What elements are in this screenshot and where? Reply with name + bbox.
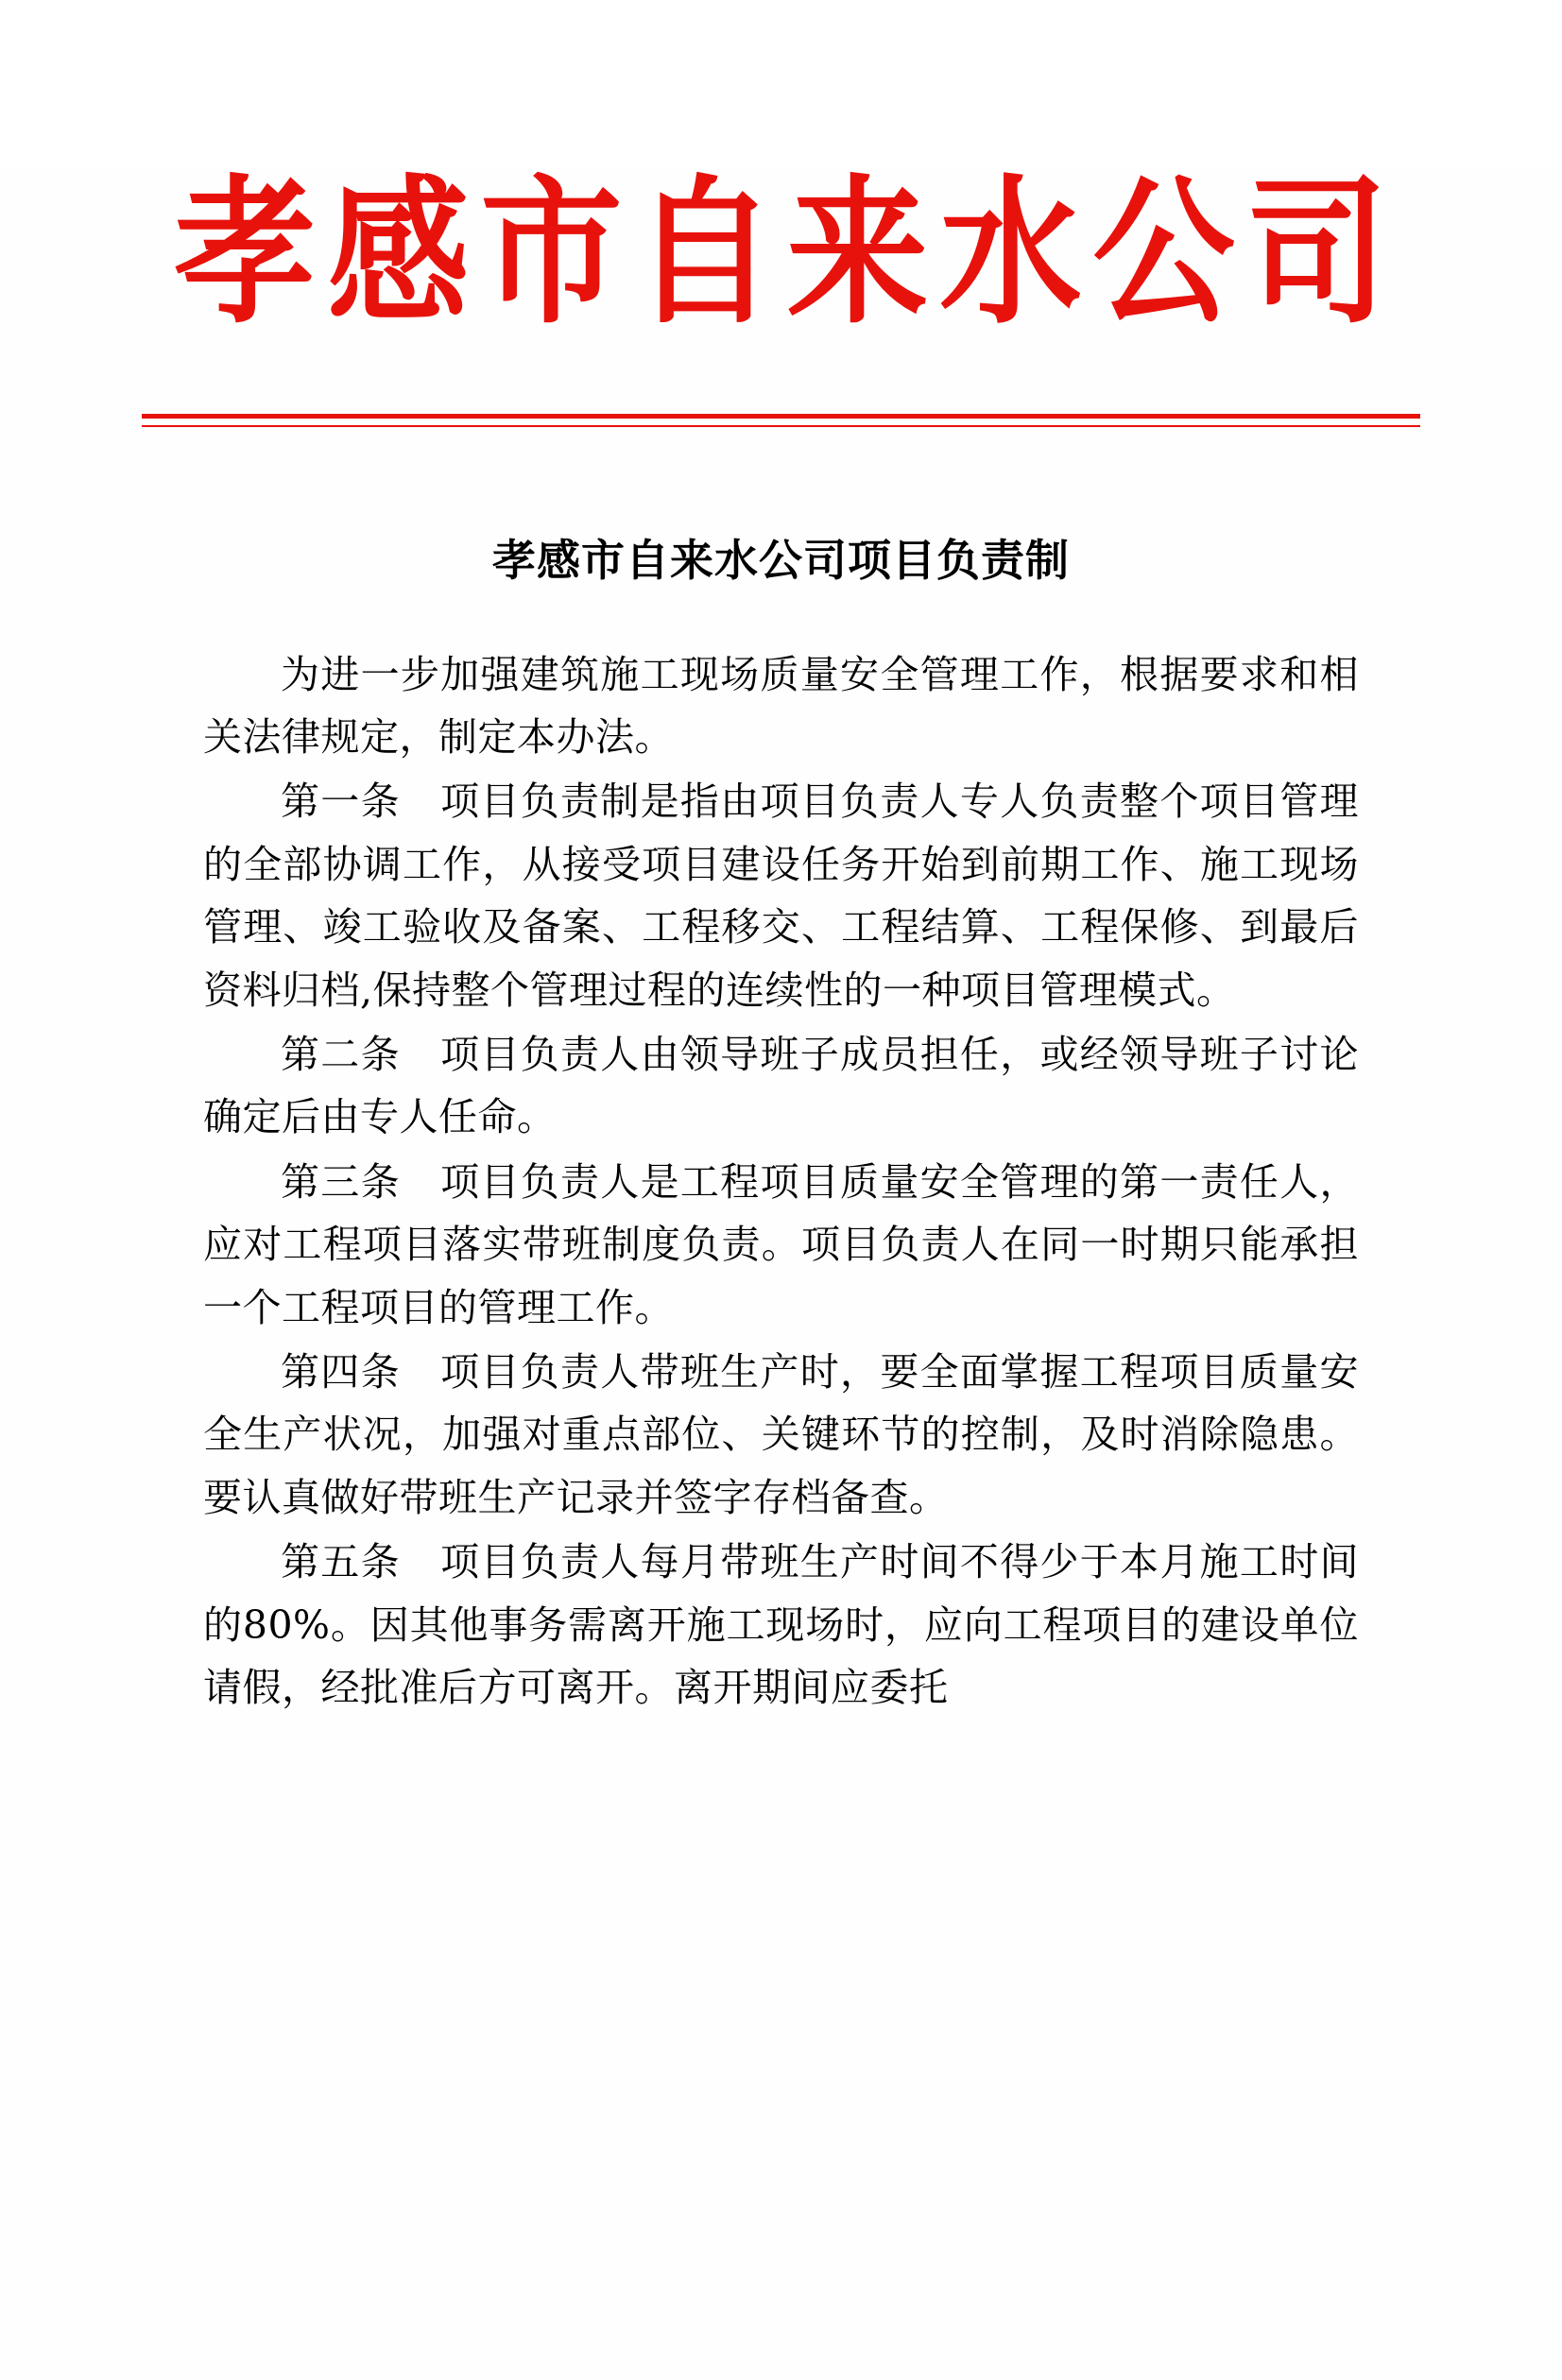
paragraph-preamble: 为进一步加强建筑施工现场质量安全管理工作，根据要求和相关法律规定，制定本办法。	[203, 651, 1359, 760]
letterhead-divider	[0, 414, 1562, 427]
document-body	[0, 526, 1562, 1720]
company-letterhead-title: 孝感市自来水公司	[174, 159, 1399, 346]
paragraph-article-1: 第一条 项目负责制是指由项目负责人专人负责整个项目管理的全部协调工作，从接受项目建设任务开始到前期工作、施工现场管理、竣工验收及备案、工程移交、工程结算、工程保修、到最后资料归档,保持整个管理过程的连续性的一种项目管理模式。	[203, 779, 1359, 1013]
divider-thin-line	[142, 425, 1420, 427]
letterhead	[0, 159, 1562, 346]
divider-thick-line	[142, 414, 1420, 419]
paragraph-article-5: 第五条 项目负责人每月带班生产时间不得少于本月施工时间的80%。因其他事务需离开施工现场时，应向工程项目的建设单位请假，经批准后方可离开。离开期间应委托	[203, 1539, 1359, 1710]
paragraph-article-3: 第三条 项目负责人是工程项目质量安全管理的第一责任人，应对工程项目落实带班制度负责。项目负责人在同一时期只能承担一个工程项目的管理工作。	[203, 1158, 1359, 1330]
paragraph-article-4: 第四条 项目负责人带班生产时，要全面掌握工程项目质量安全生产状况，加强对重点部位、关键环节的控制，及时消除隐患。要认真做好带班生产记录并签字存档备查。	[203, 1348, 1359, 1520]
page-title: 孝感市自来水公司项目负责制	[492, 534, 1070, 586]
paragraph-article-2: 第二条 项目负责人由领导班子成员担任，或经领导班子讨论确定后由专人任命。	[203, 1031, 1359, 1140]
document-page	[0, 159, 1562, 2380]
